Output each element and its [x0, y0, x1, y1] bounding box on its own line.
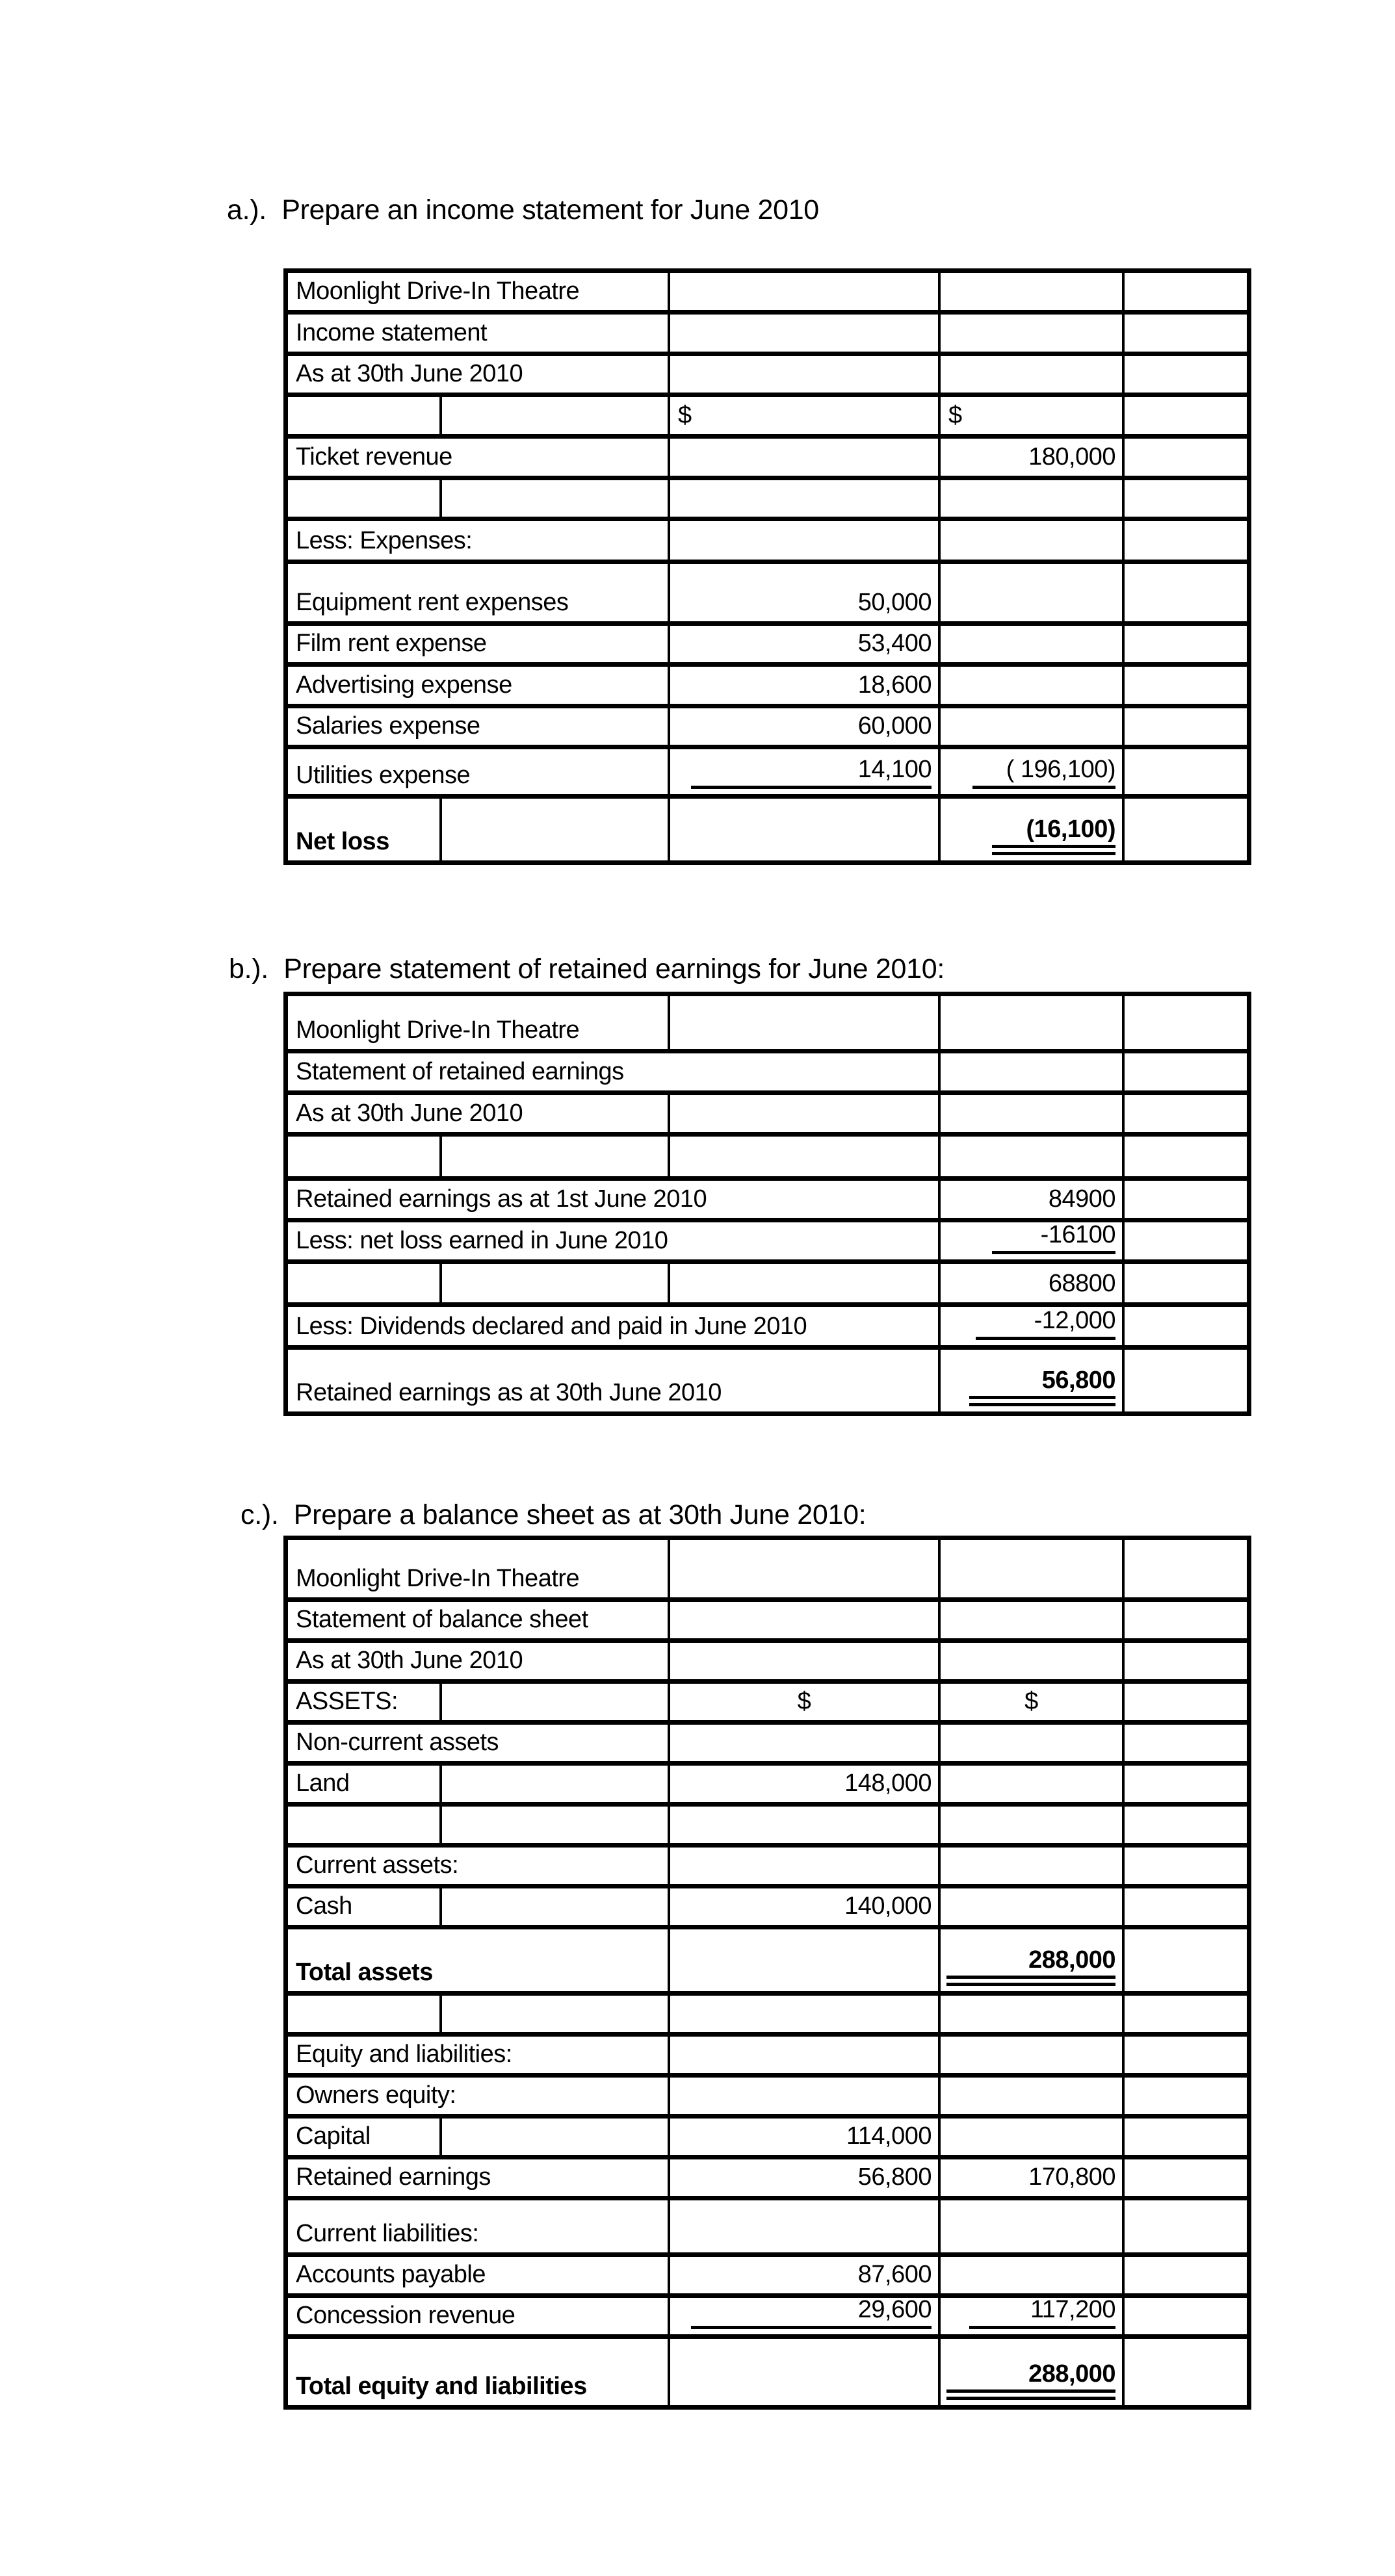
empty-cell	[1125, 315, 1247, 356]
empty-cell	[941, 667, 1125, 708]
empty-cell	[1125, 2037, 1247, 2078]
empty-cell	[1125, 1725, 1247, 1766]
cell-text: Income statement	[296, 319, 488, 347]
cell-text: Net loss	[296, 828, 389, 856]
cell-text: Total assets	[296, 1959, 433, 1987]
empty-cell	[670, 521, 941, 564]
empty-cell	[1125, 1929, 1247, 1996]
empty-cell	[442, 1137, 670, 1181]
income-statement-cell	[288, 315, 670, 356]
empty-cell	[941, 2119, 1125, 2159]
empty-cell	[670, 1684, 941, 1725]
section-a-title: a.). Prepare an income statement for June 2010	[227, 194, 819, 225]
film-rent-expense-cell	[288, 626, 670, 667]
53-400-cell	[670, 626, 941, 667]
empty-cell	[1125, 2078, 1247, 2119]
empty-cell	[1125, 2159, 1247, 2200]
68800-cell	[941, 1264, 1125, 1307]
288-000-cell	[941, 1929, 1125, 1996]
empty-cell	[941, 356, 1125, 397]
empty-cell	[442, 1807, 670, 1848]
cell-text: Less: Dividends declared and paid in June 2010	[296, 1313, 807, 1341]
empty-cell	[1125, 1350, 1247, 1411]
current-liabilities-cell	[288, 2200, 670, 2257]
cell-text: 140,000	[844, 1892, 932, 1920]
empty-cell	[288, 397, 442, 439]
empty-cell	[1125, 1848, 1247, 1888]
empty-cell	[941, 1848, 1125, 1888]
cell-text: 53,400	[857, 630, 932, 658]
empty-cell	[442, 1996, 670, 2037]
cell-text: (16,100)	[992, 817, 1115, 855]
29-600-cell	[670, 2298, 941, 2339]
cell-text: 114,000	[846, 2122, 932, 2150]
empty-cell	[941, 1888, 1125, 1929]
empty-cell	[670, 397, 941, 439]
empty-cell	[1125, 439, 1247, 480]
cash-cell	[288, 1888, 442, 1929]
cell-text: Cash	[296, 1892, 352, 1920]
empty-cell	[1125, 1095, 1247, 1137]
as-at-30th-june-2010-cell	[288, 1095, 670, 1137]
288-000-cell	[941, 2339, 1125, 2405]
empty-cell	[1125, 1602, 1247, 1643]
utilities-expense-cell	[288, 749, 670, 799]
empty-cell	[670, 1540, 941, 1602]
cell-text: 50,000	[857, 589, 932, 617]
50-000-cell	[670, 564, 941, 626]
empty-cell	[941, 1684, 1125, 1725]
empty-cell	[1125, 626, 1247, 667]
empty-cell	[1125, 564, 1247, 626]
empty-cell	[1125, 2257, 1247, 2298]
cell-text: 148,000	[844, 1770, 932, 1797]
cell-text: -16100	[992, 1222, 1115, 1254]
empty-cell	[941, 273, 1125, 315]
as-at-30th-june-2010-cell	[288, 1643, 670, 1684]
cell-text: Current assets:	[296, 1851, 459, 1879]
140-000-cell	[670, 1888, 941, 1929]
cell-text: $	[948, 402, 962, 430]
total-assets-cell	[288, 1929, 670, 1996]
cell-text: Statement of balance sheet	[296, 1606, 588, 1634]
cell-text: $	[1024, 1688, 1038, 1716]
empty-cell	[941, 397, 1125, 439]
empty-cell	[941, 1540, 1125, 1602]
18-600-cell	[670, 667, 941, 708]
empty-cell	[1125, 1181, 1247, 1222]
empty-cell	[1125, 749, 1247, 799]
less-expenses-cell	[288, 521, 670, 564]
cell-text: -12,000	[976, 1308, 1115, 1340]
empty-cell	[1125, 521, 1247, 564]
retained-earnings-table	[283, 992, 1251, 1416]
cell-text: As at 30th June 2010	[296, 1647, 523, 1675]
owners-equity-cell	[288, 2078, 670, 2119]
empty-cell	[670, 2078, 941, 2119]
section-b-title: b.). Prepare statement of retained earnings for June 2010:	[229, 953, 945, 985]
117-200-cell	[941, 2298, 1125, 2339]
empty-cell	[1125, 397, 1247, 439]
14-100-cell	[670, 749, 941, 799]
section-c-title: c.). Prepare a balance sheet as at 30th June 2010:	[241, 1499, 867, 1530]
cell-text: Capital	[296, 2122, 371, 2150]
empty-cell	[1125, 2200, 1247, 2257]
empty-cell	[1125, 1053, 1247, 1095]
empty-cell	[288, 480, 442, 521]
empty-cell	[1125, 1996, 1247, 2037]
empty-cell	[1125, 1766, 1247, 1807]
56-800-cell	[941, 1350, 1125, 1411]
cell-text: Film rent expense	[296, 630, 487, 658]
moonlight-drive-in-theatre-cell	[288, 996, 670, 1053]
empty-cell	[1125, 667, 1247, 708]
empty-cell	[941, 2257, 1125, 2298]
moonlight-drive-in-theatre-cell	[288, 1540, 670, 1602]
148-000-cell	[670, 1766, 941, 1807]
accounts-payable-cell	[288, 2257, 670, 2298]
empty-cell	[1125, 2298, 1247, 2339]
non-current-assets-cell	[288, 1725, 670, 1766]
cell-text: 18,600	[857, 671, 932, 699]
cell-text: 288,000	[946, 1948, 1115, 1986]
cell-text: Accounts payable	[296, 2261, 486, 2289]
empty-cell	[670, 1725, 941, 1766]
empty-cell	[670, 1264, 941, 1307]
empty-cell	[288, 1996, 442, 2037]
empty-cell	[670, 1929, 941, 1996]
87-600-cell	[670, 2257, 941, 2298]
empty-cell	[941, 564, 1125, 626]
56-800-cell	[670, 2159, 941, 2200]
cell-text: Less: Expenses:	[296, 527, 473, 555]
empty-cell	[941, 708, 1125, 749]
empty-cell	[670, 356, 941, 397]
empty-cell	[670, 1996, 941, 2037]
empty-cell	[1125, 356, 1247, 397]
empty-cell	[670, 480, 941, 521]
170-800-cell	[941, 2159, 1125, 2200]
cell-text: Non-current assets	[296, 1729, 499, 1757]
cell-text: Equipment rent expenses	[296, 589, 569, 617]
cell-text: As at 30th June 2010	[296, 1100, 523, 1127]
empty-cell	[670, 1137, 941, 1181]
cell-text: Ticket revenue	[296, 443, 452, 471]
empty-cell	[941, 1766, 1125, 1807]
cell-text: 56,800	[969, 1368, 1115, 1406]
empty-cell	[442, 480, 670, 521]
empty-cell	[1125, 1807, 1247, 1848]
cell-text: Land	[296, 1770, 350, 1797]
cell-text: 60,000	[857, 712, 932, 740]
empty-cell	[670, 2037, 941, 2078]
empty-cell	[941, 2078, 1125, 2119]
cell-text: 68800	[1048, 1270, 1115, 1298]
empty-cell	[1125, 1222, 1247, 1264]
cell-text: Advertising expense	[296, 671, 512, 699]
empty-cell	[941, 1602, 1125, 1643]
less-dividends-declared-and-paid-in-june-2010-cell	[288, 1307, 941, 1350]
retained-earnings-as-at-1st-june-2010-cell	[288, 1181, 941, 1222]
empty-cell	[442, 1888, 670, 1929]
empty-cell	[1125, 799, 1247, 860]
empty-cell	[670, 2339, 941, 2405]
cell-text: Utilities expense	[296, 762, 471, 790]
cell-text: 180,000	[1028, 443, 1115, 471]
income-statement-table	[283, 268, 1251, 865]
equipment-rent-expenses-cell	[288, 564, 670, 626]
empty-cell	[941, 315, 1125, 356]
cell-text: $	[797, 1688, 811, 1716]
cell-text: Equity and liabilities:	[296, 2041, 512, 2068]
cell-text: Salaries expense	[296, 712, 480, 740]
empty-cell	[1125, 1137, 1247, 1181]
concession-revenue-cell	[288, 2298, 670, 2339]
current-assets-cell	[288, 1848, 670, 1888]
empty-cell	[442, 397, 670, 439]
empty-cell	[941, 1643, 1125, 1684]
retained-earnings-cell	[288, 2159, 670, 2200]
empty-cell	[1125, 1888, 1247, 1929]
empty-cell	[1125, 1643, 1247, 1684]
land-cell	[288, 1766, 442, 1807]
cell-text: Statement of retained earnings	[296, 1058, 624, 1086]
empty-cell	[1125, 708, 1247, 749]
cell-text: 56,800	[857, 2163, 932, 2191]
empty-cell	[941, 1996, 1125, 2037]
retained-earnings-as-at-30th-june-2010-cell	[288, 1350, 941, 1411]
net-loss-cell	[288, 799, 442, 860]
salaries-expense-cell	[288, 708, 670, 749]
empty-cell	[442, 1264, 670, 1307]
assets-cell	[288, 1684, 442, 1725]
cell-text: Moonlight Drive-In Theatre	[296, 1565, 580, 1593]
empty-cell	[1125, 1264, 1247, 1307]
60-000-cell	[670, 708, 941, 749]
empty-cell	[941, 626, 1125, 667]
cell-text: Moonlight Drive-In Theatre	[296, 1016, 580, 1044]
cell-text: 87,600	[857, 2261, 932, 2289]
equity-and-liabilities-cell	[288, 2037, 670, 2078]
cell-text: 14,100	[691, 757, 932, 789]
empty-cell	[670, 1095, 941, 1137]
196-100-cell	[941, 749, 1125, 799]
moonlight-drive-in-theatre-cell	[288, 273, 670, 315]
cell-text: Total equity and liabilities	[296, 2373, 587, 2401]
empty-cell	[670, 1807, 941, 1848]
empty-cell	[442, 799, 670, 860]
empty-cell	[670, 315, 941, 356]
empty-cell	[941, 1095, 1125, 1137]
empty-cell	[941, 2037, 1125, 2078]
less-net-loss-earned-in-june-2010-cell	[288, 1222, 941, 1264]
empty-cell	[670, 273, 941, 315]
cell-text: ( 196,100)	[972, 757, 1115, 789]
empty-cell	[941, 1725, 1125, 1766]
empty-cell	[1125, 996, 1247, 1053]
statement-of-retained-earnings-cell	[288, 1053, 941, 1095]
cell-text: Concession revenue	[296, 2302, 515, 2330]
16-100-cell	[941, 799, 1125, 860]
empty-cell	[1125, 1540, 1247, 1602]
empty-cell	[941, 2200, 1125, 2257]
16100-cell	[941, 1222, 1125, 1264]
empty-cell	[670, 439, 941, 480]
empty-cell	[1125, 2339, 1247, 2405]
cell-text: ASSETS:	[296, 1688, 398, 1716]
cell-text: $	[678, 402, 692, 430]
84900-cell	[941, 1181, 1125, 1222]
empty-cell	[670, 2200, 941, 2257]
empty-cell	[941, 1053, 1125, 1095]
cell-text: Moonlight Drive-In Theatre	[296, 277, 580, 305]
empty-cell	[1125, 2119, 1247, 2159]
cell-text: 288,000	[946, 2362, 1115, 2400]
cell-text: As at 30th June 2010	[296, 360, 523, 388]
empty-cell	[670, 1643, 941, 1684]
empty-cell	[941, 521, 1125, 564]
empty-cell	[670, 1602, 941, 1643]
180-000-cell	[941, 439, 1125, 480]
as-at-30th-june-2010-cell	[288, 356, 670, 397]
empty-cell	[288, 1807, 442, 1848]
empty-cell	[1125, 1684, 1247, 1725]
empty-cell	[1125, 1307, 1247, 1350]
cell-text: Retained earnings as at 1st June 2010	[296, 1185, 707, 1213]
cell-text: Retained earnings	[296, 2163, 491, 2191]
cell-text: 84900	[1048, 1185, 1115, 1213]
cell-text: Less: net loss earned in June 2010	[296, 1227, 668, 1255]
cell-text: 170,800	[1028, 2163, 1115, 2191]
empty-cell	[670, 799, 941, 860]
statement-of-balance-sheet-cell	[288, 1602, 670, 1643]
empty-cell	[442, 1766, 670, 1807]
cell-text: Current liabilities:	[296, 2220, 479, 2248]
cell-text: Owners equity:	[296, 2081, 456, 2109]
balance-sheet-table	[283, 1536, 1251, 2410]
114-000-cell	[670, 2119, 941, 2159]
empty-cell	[941, 480, 1125, 521]
capital-cell	[288, 2119, 442, 2159]
empty-cell	[288, 1137, 442, 1181]
empty-cell	[1125, 273, 1247, 315]
empty-cell	[670, 996, 941, 1053]
cell-text: 117,200	[969, 2297, 1115, 2329]
empty-cell	[442, 1684, 670, 1725]
empty-cell	[941, 1137, 1125, 1181]
total-equity-and-liabilities-cell	[288, 2339, 670, 2405]
cell-text: Retained earnings as at 30th June 2010	[296, 1379, 722, 1407]
empty-cell	[442, 2119, 670, 2159]
empty-cell	[941, 996, 1125, 1053]
advertising-expense-cell	[288, 667, 670, 708]
empty-cell	[670, 1848, 941, 1888]
empty-cell	[1125, 480, 1247, 521]
empty-cell	[288, 1264, 442, 1307]
empty-cell	[941, 1807, 1125, 1848]
12-000-cell	[941, 1307, 1125, 1350]
ticket-revenue-cell	[288, 439, 670, 480]
cell-text: 29,600	[691, 2297, 932, 2329]
